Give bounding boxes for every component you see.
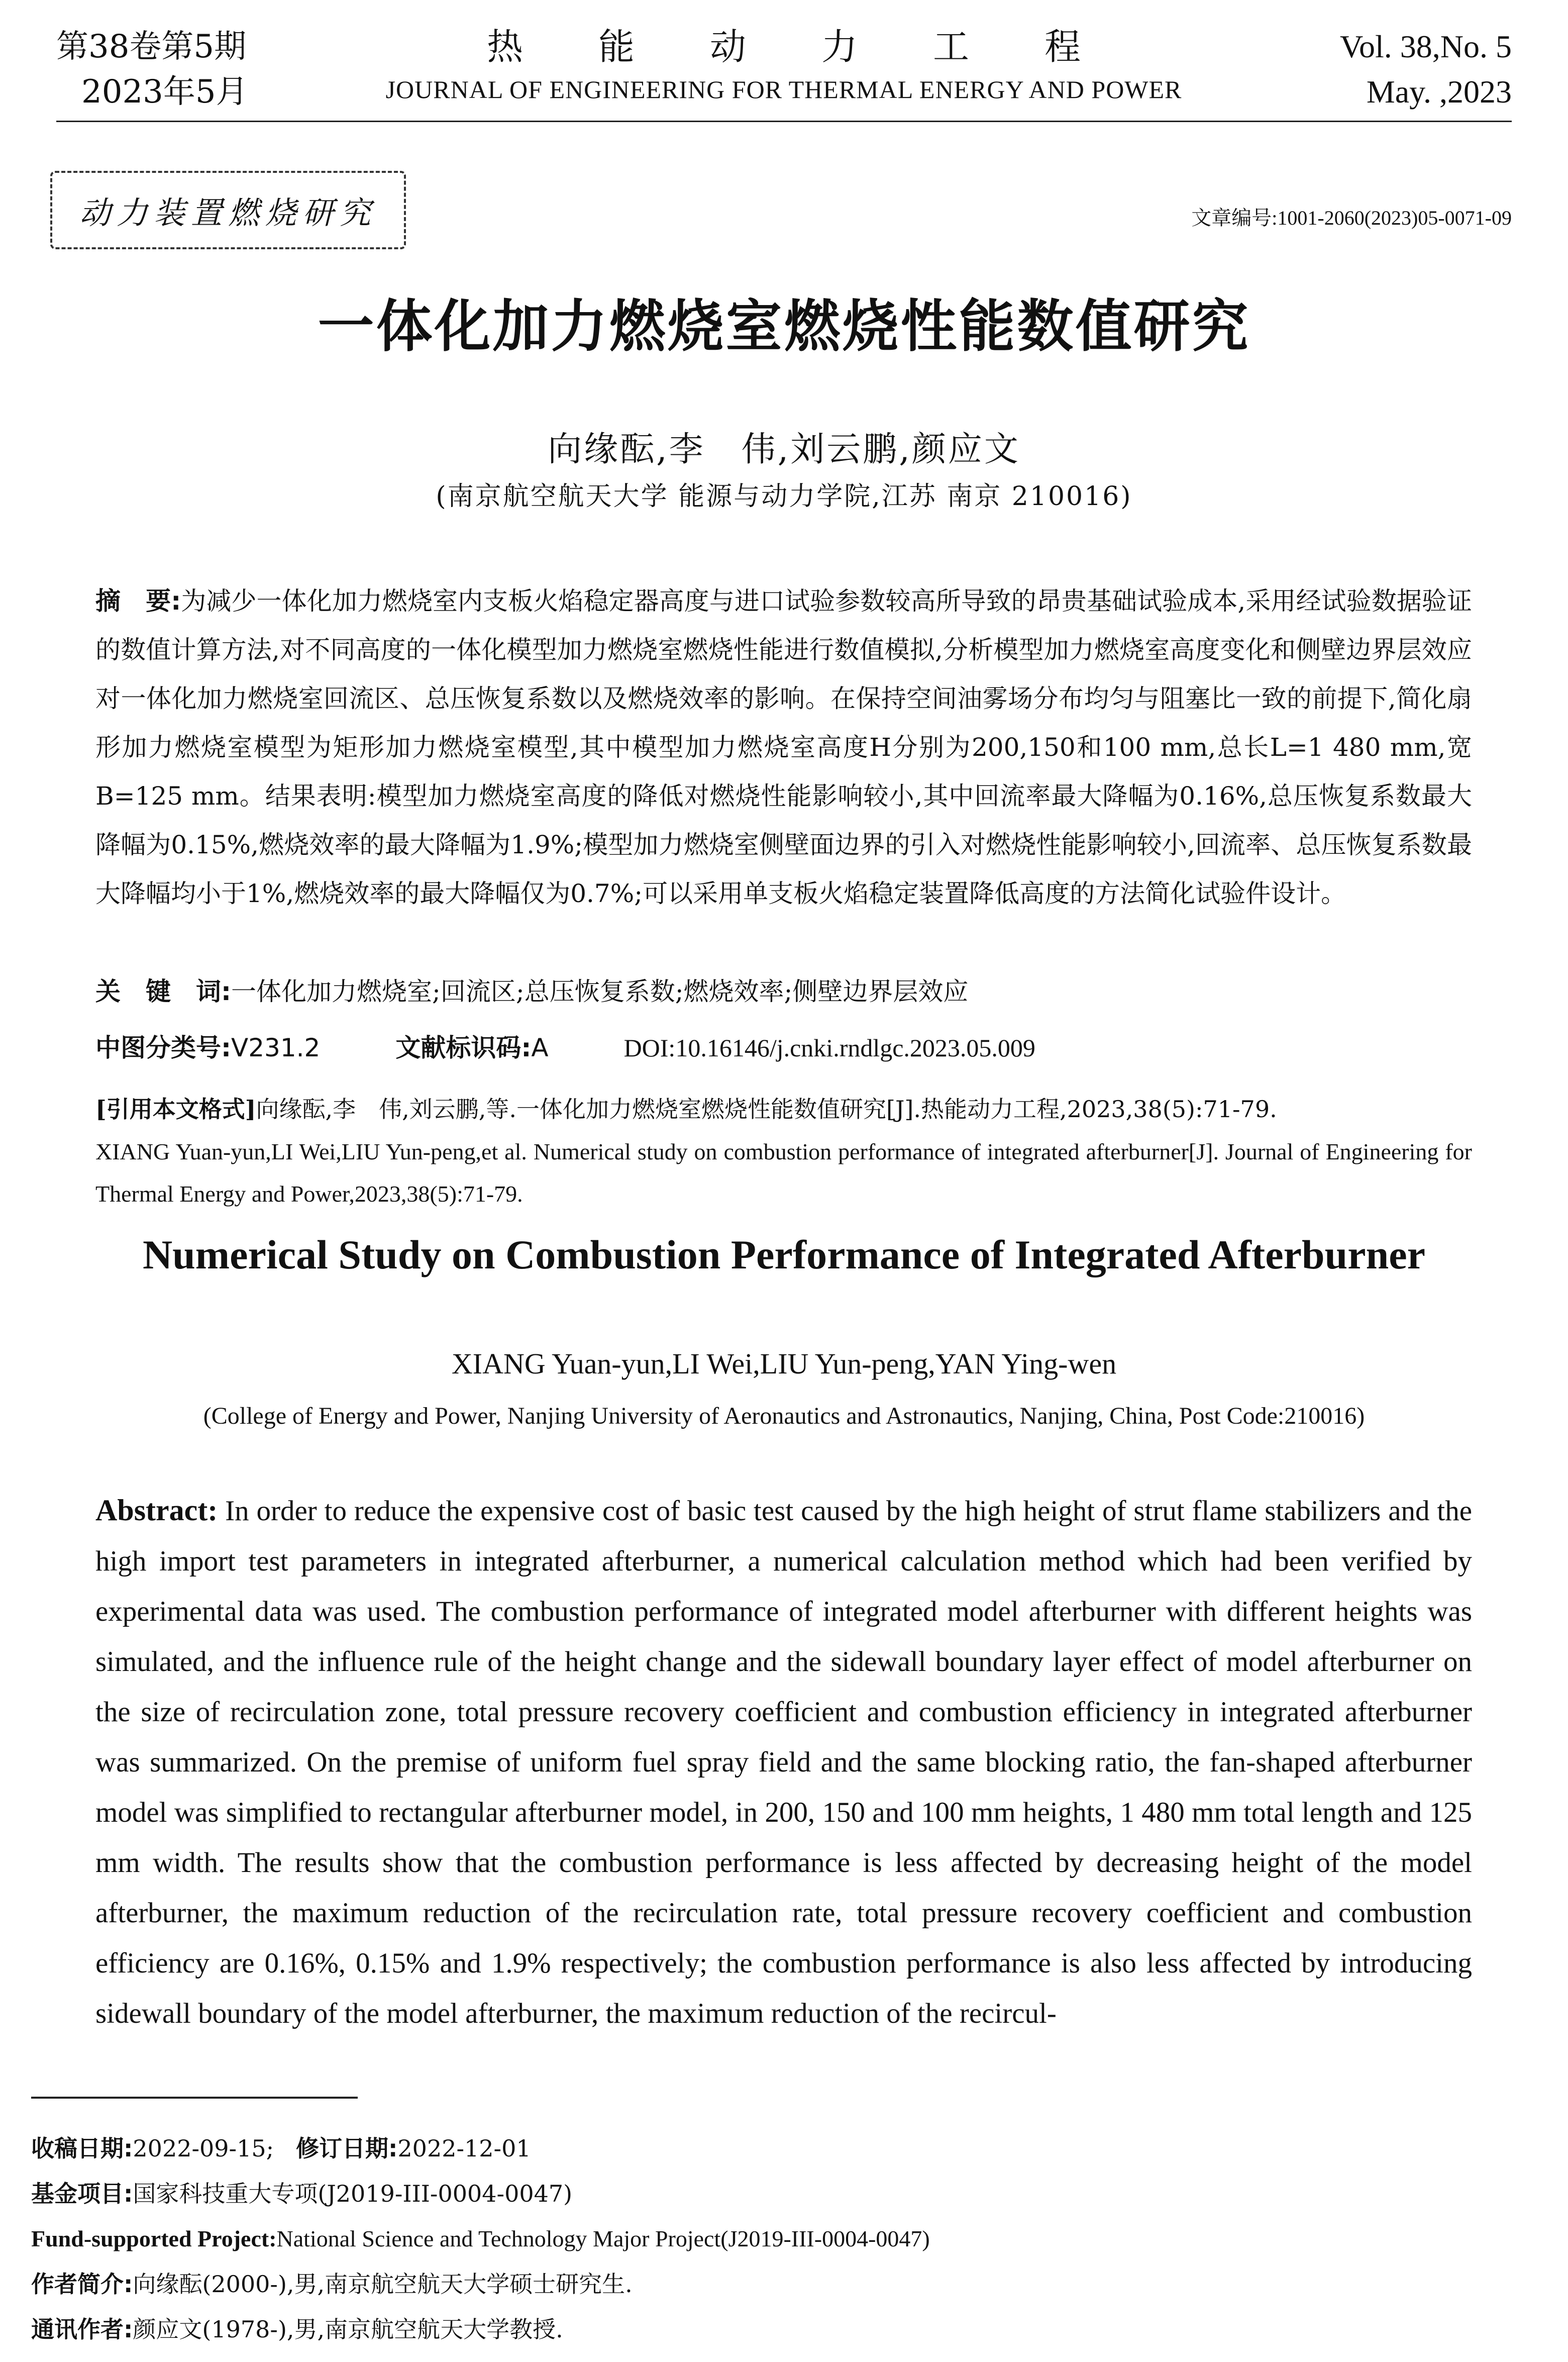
affiliation-cn: (南京航空航天大学 能源与动力学院,江苏 南京 210016) (436, 481, 1132, 512)
volume-issue-en: Vol. 38,No. 5 (1340, 29, 1512, 64)
header-left (56, 24, 248, 115)
affiliation-en: (College of Energy and Power, Nanjing University of Aeronautics and Astronautics, Nanjing, China, Post Code:210016) (203, 1403, 1365, 1429)
footnote-dates: 收稿日期:2022-09-15; 修订日期:2022-12-01 (31, 2135, 531, 2162)
footnote-author: 作者简介:向缘酝(2000-),男,南京航空航天大学硕士研究生. (31, 2271, 633, 2298)
classification-line (95, 1028, 1472, 1068)
abstract-en-text: In order to reduce the expensive cost of basic test caused by the high height of strut flame stabilizers and the high import test parameters in integrated afterburner, a numerical calculation method which had been verified by experimental data was used. The combustion performance of integrated model afterburner with different heights was simulated, and the influence rule of the height change and the sidewall boundary layer effect of model afterburner on the size of recirculation zone, total pressure recovery coefficient and combustion efficiency in integrated afterburner was summarized. On the premise of uniform fuel spray field and the same blocking ratio, the fan-shaped afterburner model was simplified to rectangular afterburner model, in 200, 150 and 100 mm heights, 1 480 mm total length and 125 mm width. The results show that the combustion performance is less affected by decreasing height of the model afterburner, the maximum reduction of the recirculation rate, total pressure recovery coefficient and combustion efficiency are 0.16%, 0.15% and 1.9% respectively; the combustion performance is also less affected by introducing sidewall boundary of the model afterburner, the maximum reduction of the recircul- (95, 1495, 1473, 2029)
header-right (1340, 24, 1512, 115)
revised-date: 2022-12-01 (397, 2135, 531, 2162)
volume-issue-cn: 第38卷第5期 (56, 28, 247, 65)
title-cn: 一体化加力燃烧室燃烧性能数值研究 (318, 294, 1250, 359)
keywords-cn (95, 967, 1472, 1016)
clc-number: 中图分类号:V231.2 (95, 1033, 321, 1062)
citation-cn: 向缘酝,李 伟,刘云鹏,等.一体化加力燃烧室燃烧性能数值研究[J].热能动力工程,2023,38(5):71-79. (256, 1096, 1277, 1123)
keywords-cn-label: 关 键 词: (95, 977, 231, 1006)
citation-label: [引用本文格式] (95, 1096, 256, 1123)
authors-en: XIANG Yuan-yun,LI Wei,LIU Yun-peng,YAN Ying-wen (451, 1347, 1117, 1380)
header-divider (56, 121, 1512, 122)
journal-title-en: JOURNAL OF ENGINEERING FOR THERMAL ENERGY AND POWER (385, 75, 1182, 104)
title-en: Numerical Study on Combustion Performance of Integrated Afterburner (142, 1232, 1426, 1277)
doi: DOI:10.16146/j.cnki.rndlgc.2023.05.009 (623, 1034, 1035, 1062)
document-code: 文献标识码:A (395, 1033, 549, 1062)
abstract-en (95, 1485, 1472, 2039)
column-label (50, 171, 406, 249)
abstract-cn-text: 为减少一体化加力燃烧室内支板火焰稳定器高度与进口试验参数较高所导致的昂贵基础试验成本,采用经试验数据验证的数值计算方法,对不同高度的一体化模型加力燃烧室燃烧性能进行数值模拟,分析模型加力燃烧室高度变化和侧壁边界层效应对一体化加力燃烧室回流区、总压恢复系数以及燃烧效率的影响。在保持空间油雾场分布均匀与阻塞比一致的前提下,简化扇形加力燃烧室模型为矩形加力燃烧室模型,其中模型加力燃烧室高度H分别为200,150和100 mm,总长L=1 480 mm,宽B=125 mm。结果表明:模型加力燃烧室高度的降低对燃烧性能影响较小,其中回流率最大降幅为0.16%,总压恢复系数最大降幅为0.15%,燃烧效率的最大降幅为1.9%;模型加力燃烧室侧壁面边界的引入对燃烧性能影响较小,回流率、总压恢复系数最大降幅均小于1%,燃烧效率的最大降幅仅为0.7%;可以采用单支板火焰稳定装置降低高度的方法简化试验件设计。 (95, 586, 1472, 908)
footnote-corresponding: 通讯作者:颜应文(1978-),男,南京航空航天大学教授. (31, 2316, 563, 2343)
received-date: 2022-09-15; (133, 2135, 274, 2162)
abstract-cn-label: 摘 要: (95, 586, 181, 616)
header-journal (352, 24, 1216, 110)
article-number: 文章编号:1001-2060(2023)05-0071-09 (1191, 207, 1512, 229)
abstract-cn (95, 577, 1472, 918)
footnote-fund-en: Fund-supported Project:National Science and Technology Major Project(J2019-III-0004-0047) (31, 2226, 930, 2251)
column-label-text: 动力装置燃烧研究 (79, 194, 377, 231)
date-cn: 2023年5月 (81, 73, 248, 111)
citation-block (95, 1088, 1472, 1215)
footnote-divider (31, 2097, 358, 2099)
journal-title-cn: 热能动力工程 (486, 26, 1156, 68)
authors-cn: 向缘酝,李 伟,刘云鹏,颜应文 (548, 430, 1020, 469)
keywords-cn-text: 一体化加力燃烧室;回流区;总压恢复系数;燃烧效率;侧壁边界层效应 (231, 977, 969, 1006)
footnotes (31, 2126, 1533, 2352)
abstract-en-label: Abstract: (95, 1494, 218, 1527)
date-en: May. ,2023 (1366, 74, 1512, 110)
footnote-fund: 基金项目:国家科技重大专项(J2019-III-0004-0047) (31, 2180, 573, 2207)
citation-en: XIANG Yuan-yun,LI Wei,LIU Yun-peng,et al. Numerical study on combustion performance of integrated afterburner[J]. Journal of Engineering for Thermal Energy and Power,2023,38(5):71-79. (95, 1139, 1472, 1207)
